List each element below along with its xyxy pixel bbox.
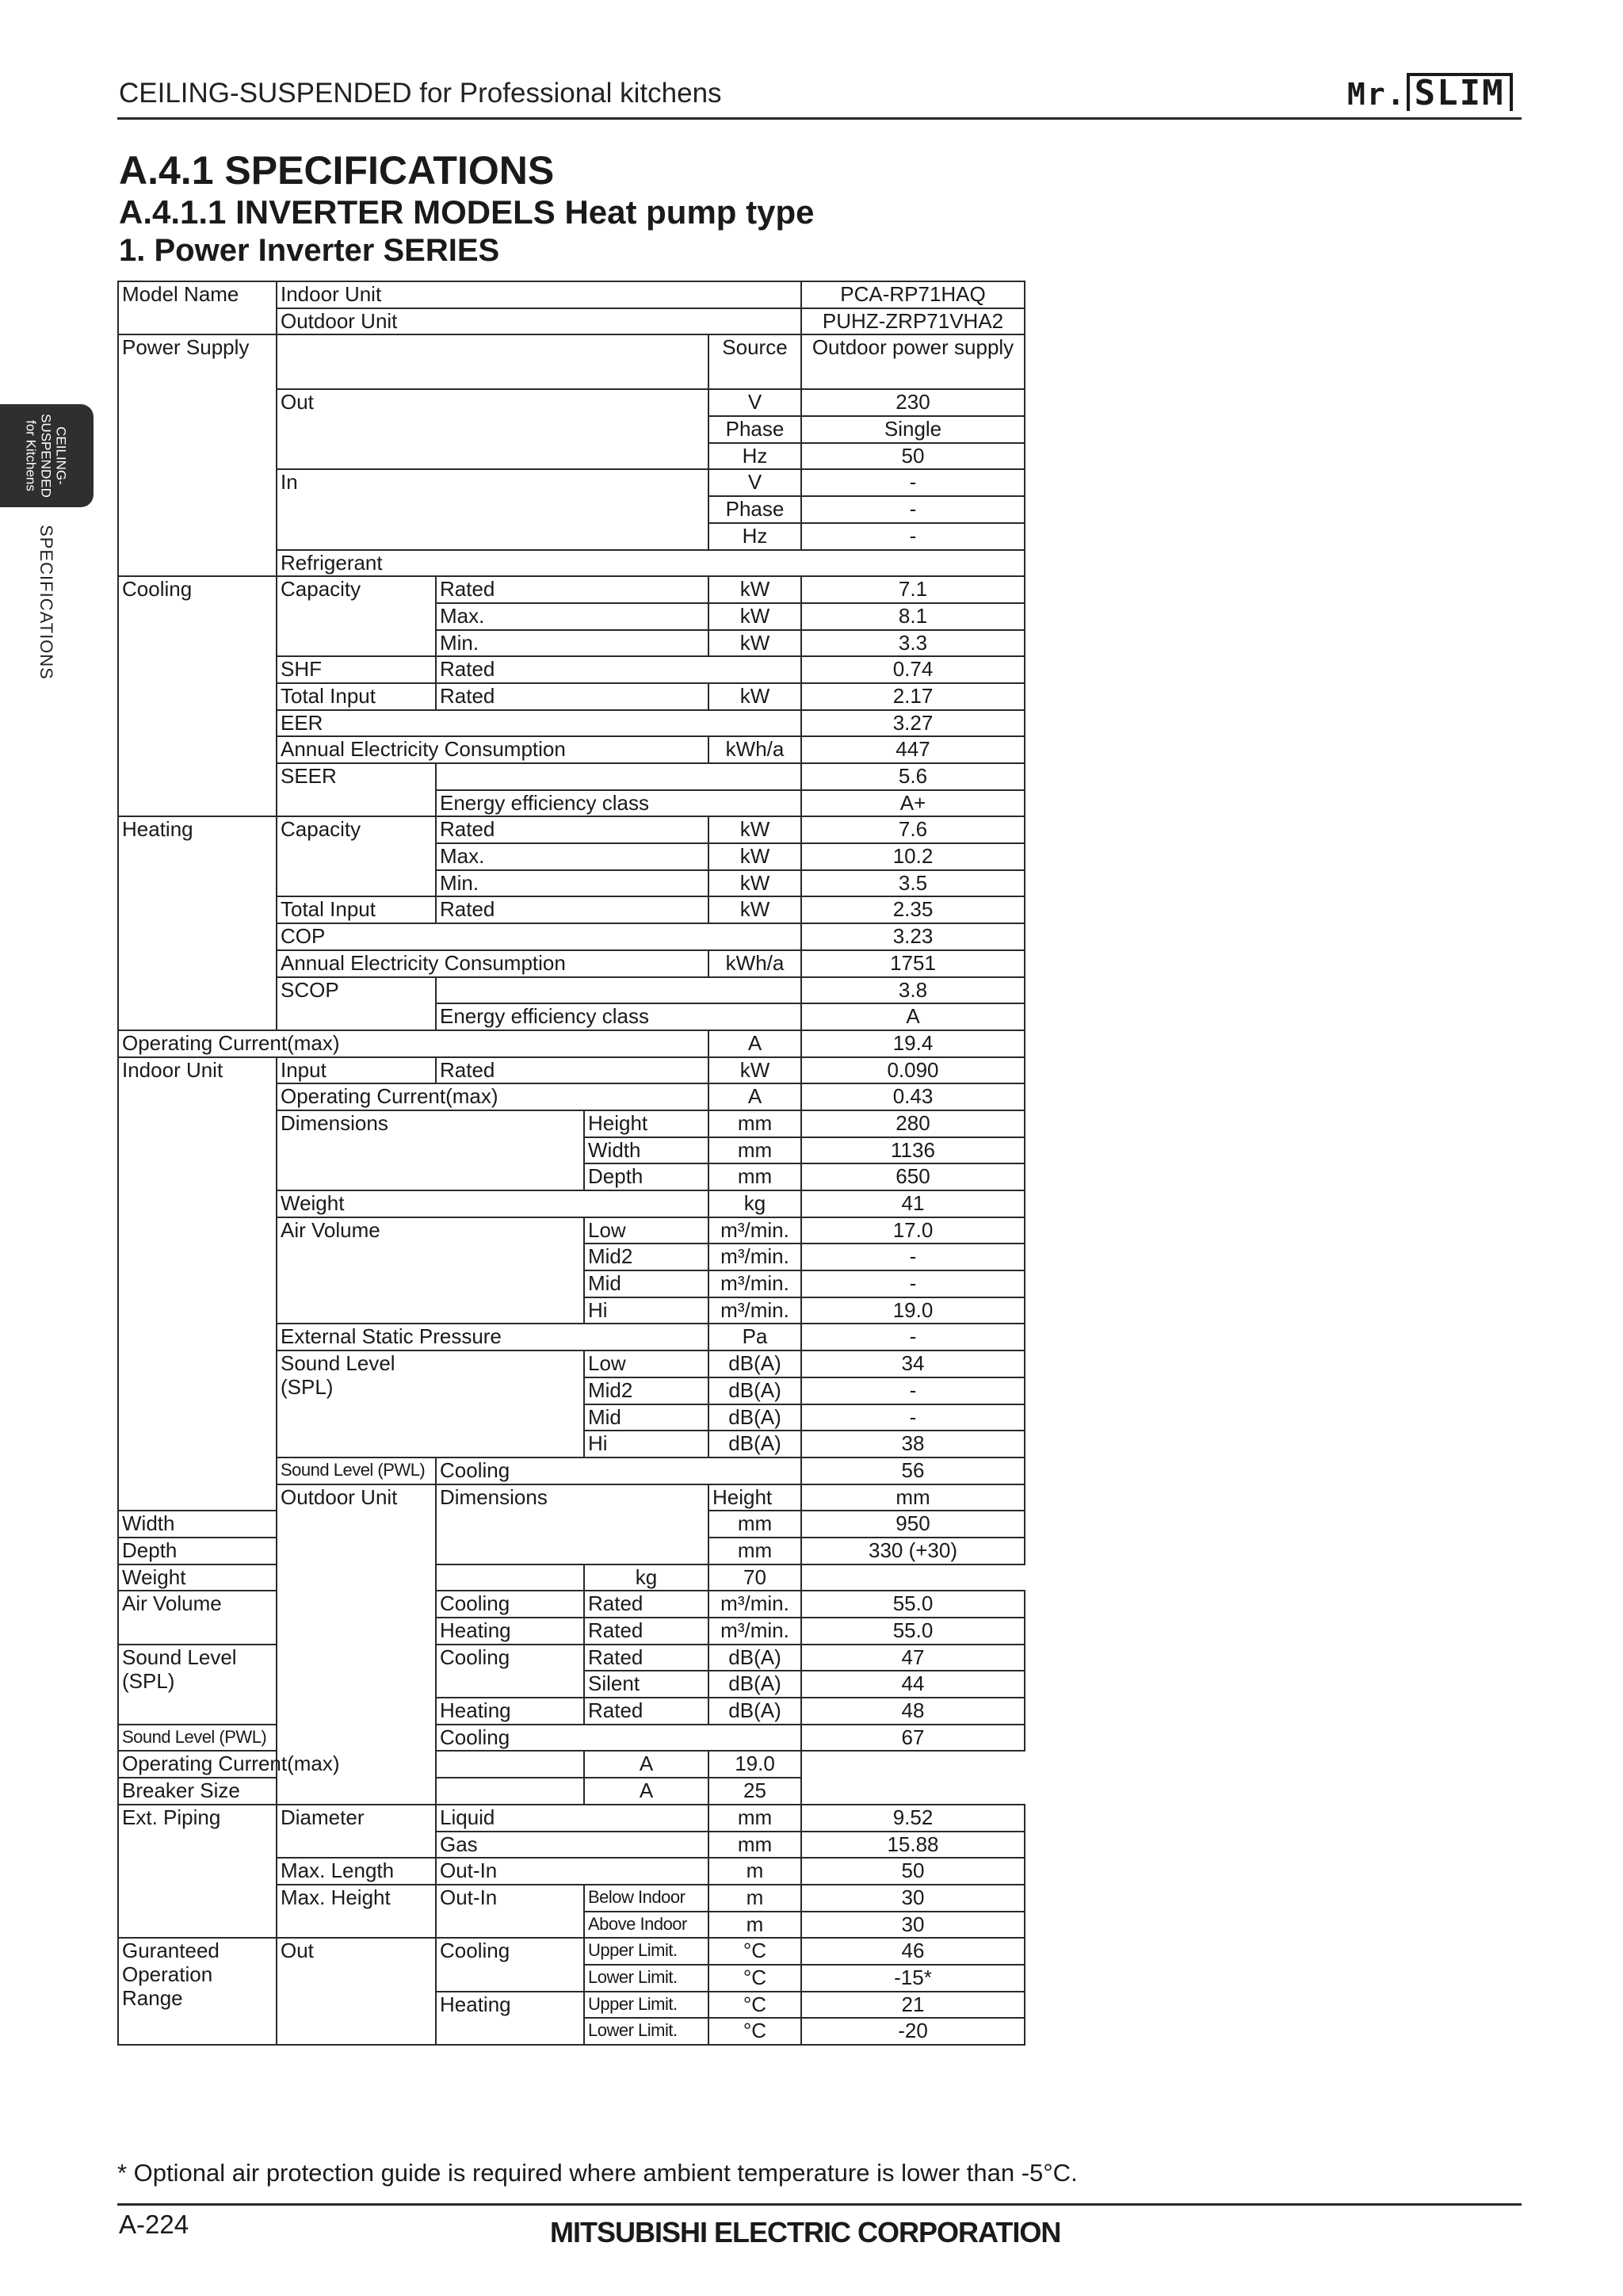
label-cell: Rated [436, 816, 708, 843]
unit-cell: m [708, 1858, 801, 1885]
label-cell: Weight [118, 1564, 584, 1591]
value-cell: - [801, 496, 1025, 523]
unit-cell: A [584, 1778, 708, 1805]
label-cell: Ext. Piping [118, 1805, 277, 1938]
heading-series: 1. Power Inverter SERIES [119, 233, 500, 268]
value-cell: 330 (+30) [801, 1538, 1025, 1564]
label-cell: Mid2 [584, 1244, 708, 1270]
value-cell: 1136 [801, 1137, 1025, 1164]
value-cell: - [801, 1377, 1025, 1404]
unit-cell: kW [708, 630, 801, 657]
value-cell: A [801, 1003, 1025, 1030]
side-tab-line: for Kitchens [23, 420, 39, 491]
label-cell: Rated [436, 896, 708, 923]
label-cell: Dimensions [277, 1110, 584, 1190]
value-cell: PUHZ-ZRP71VHA2 [801, 308, 1025, 335]
value-cell: 19.4 [801, 1030, 1025, 1057]
value-cell: 15.88 [801, 1832, 1025, 1859]
label-cell: Air Volume [277, 1217, 584, 1324]
unit-cell: kW [708, 683, 801, 710]
company-name: MITSUBISHI ELECTRIC CORPORATION [550, 2216, 1061, 2248]
label-cell: Guranteed Operation Range [118, 1938, 277, 2045]
value-cell: 447 [801, 736, 1025, 763]
label-cell: Rated [436, 576, 708, 603]
unit-cell: V [708, 389, 801, 416]
unit-cell: kW [708, 603, 801, 630]
label-cell: Hi [584, 1297, 708, 1324]
label-cell: Mid2 [584, 1377, 708, 1404]
table-row [118, 1057, 1025, 1084]
value-cell: 1751 [801, 950, 1025, 977]
page-number: A-224 [119, 2210, 189, 2239]
label-cell: Heating [118, 816, 277, 1030]
label-cell: Out [277, 389, 708, 469]
value-cell: 46 [801, 1938, 1025, 1965]
value-cell: 67 [801, 1725, 1025, 1752]
value-cell: Outdoor power supply [801, 334, 1025, 389]
unit-cell: m [708, 1912, 801, 1939]
label-cell: Depth [118, 1538, 277, 1564]
table-row [118, 1645, 1025, 1671]
unit-cell: dB(A) [708, 1404, 801, 1431]
label-cell: Weight [277, 1190, 708, 1217]
unit-cell: m [708, 1885, 801, 1912]
label-cell: Cooling [436, 1457, 801, 1484]
value-cell: - [801, 469, 1025, 496]
unit-cell: kWh/a [708, 950, 801, 977]
label-cell [118, 1645, 277, 1725]
label-cell: Max. Length [277, 1858, 436, 1885]
table-row [118, 1938, 1025, 1965]
label-cell: Upper Limit. [584, 1992, 708, 2019]
value-cell: 230 [801, 389, 1025, 416]
unit-cell: kW [708, 843, 801, 870]
table-row [118, 1030, 1025, 1057]
value-cell: 3.3 [801, 630, 1025, 657]
label-cell: Width [118, 1511, 277, 1538]
value-cell: 19.0 [801, 1297, 1025, 1324]
label-cell: Silent [584, 1671, 708, 1698]
label-cell: Sound Level (PWL) [118, 1725, 277, 1752]
value-cell: 950 [801, 1511, 1025, 1538]
label-cell: SCOP [277, 977, 436, 1030]
value-cell: 34 [801, 1350, 1025, 1377]
label-cell: Depth [584, 1163, 708, 1190]
unit-cell: mm [708, 1511, 801, 1538]
value-cell: 38 [801, 1431, 1025, 1457]
mr-slim-logo [1347, 73, 1513, 113]
unit-cell: A [584, 1751, 708, 1778]
spl-label: (SPL) [281, 1375, 334, 1400]
unit-cell: kW [708, 816, 801, 843]
value-cell: 50 [801, 1858, 1025, 1885]
label-cell: Width [584, 1137, 708, 1164]
value-cell: 30 [801, 1885, 1025, 1912]
label-cell: Input [277, 1057, 436, 1084]
label-cell: Annual Electricity Consumption [277, 950, 708, 977]
side-tab-line: CEILING- [53, 426, 69, 485]
label-cell: SEER [277, 763, 436, 816]
unit-cell: m³/min. [708, 1244, 801, 1270]
value-cell: 3.27 [801, 710, 1025, 737]
label-cell: Height [584, 1110, 708, 1137]
unit-cell: Source [708, 334, 801, 389]
heading-inverter-models: A.4.1.1 INVERTER MODELS Heat pump type [119, 193, 815, 231]
unit-cell: Phase [708, 416, 801, 443]
label-cell: Cooling [436, 1725, 801, 1752]
label-cell: Out-In [436, 1885, 584, 1938]
blank-cell [436, 977, 801, 1004]
value-cell: 0.090 [801, 1057, 1025, 1084]
label-cell: Min. [436, 870, 708, 897]
value-cell: 3.23 [801, 923, 1025, 950]
unit-cell: dB(A) [708, 1431, 801, 1457]
value-cell: 280 [801, 1110, 1025, 1137]
unit-cell: kg [708, 1190, 801, 1217]
value-cell: -15* [801, 1965, 1025, 1992]
side-tab-line: SUSPENDED [38, 414, 54, 498]
value-cell: 56 [801, 1457, 1025, 1484]
value-cell: 8.1 [801, 603, 1025, 630]
label-cell: Min. [436, 630, 708, 657]
label-cell: Out [277, 1938, 436, 2045]
value-cell: 17.0 [801, 1217, 1025, 1244]
table-row [118, 334, 1025, 389]
label-cell: Upper Limit. [584, 1938, 708, 1965]
value-cell: 47 [801, 1645, 1025, 1671]
label-cell: Indoor Unit [118, 1057, 277, 1511]
side-tab-label [24, 414, 69, 498]
value-cell: 3.8 [801, 977, 1025, 1004]
value-cell: 3.5 [801, 870, 1025, 897]
unit-cell: °C [708, 1938, 801, 1965]
label-cell: Rated [584, 1645, 708, 1671]
label-cell: Dimensions [436, 1484, 708, 1564]
value-cell: 48 [801, 1698, 1025, 1725]
label-cell: Annual Electricity Consumption [277, 736, 708, 763]
unit-cell: mm [708, 1110, 801, 1137]
value-cell: 5.6 [801, 763, 1025, 790]
label-cell: Rated [436, 1057, 708, 1084]
unit-cell: Pa [708, 1324, 801, 1350]
table-row [118, 1564, 1025, 1591]
label-cell: Max. Height [277, 1885, 436, 1938]
value-cell: 30 [801, 1912, 1025, 1939]
value-cell: 55.0 [801, 1591, 1025, 1618]
unit-cell: Phase [708, 496, 801, 523]
spec-table [117, 281, 1025, 2046]
value-cell: - [801, 1270, 1025, 1297]
value-cell: PCA-RP71HAQ [801, 281, 1025, 308]
value-cell: 2.17 [801, 683, 1025, 710]
label-cell: Rated [584, 1591, 708, 1618]
footer-rule [117, 2203, 1522, 2206]
label-cell: Low [584, 1217, 708, 1244]
unit-cell: A [708, 1030, 801, 1057]
table-row [118, 1591, 1025, 1618]
unit-cell: m³/min. [708, 1591, 801, 1618]
label-cell: Energy efficiency class [436, 790, 801, 817]
table-row [118, 1805, 1025, 1832]
label-cell: Liquid [436, 1805, 708, 1832]
footnote: * Optional air protection guide is required where ambient temperature is lower than -5°C. [117, 2159, 1078, 2187]
label-cell: Mid [584, 1270, 708, 1297]
value-cell: 19.0 [708, 1751, 801, 1778]
unit-cell: V [708, 469, 801, 496]
heading-specifications: A.4.1 SPECIFICATIONS [119, 148, 555, 193]
label-cell: Lower Limit. [584, 1965, 708, 1992]
label-cell: Outdoor Unit [277, 1484, 436, 1805]
value-cell: 7.6 [801, 816, 1025, 843]
table-row [118, 1725, 1025, 1752]
value-cell: 0.43 [801, 1083, 1025, 1110]
unit-cell: Hz [708, 523, 801, 550]
value-cell: - [801, 1324, 1025, 1350]
unit-cell: Hz [708, 443, 801, 470]
label-cell: Diameter [277, 1805, 436, 1858]
value-cell: - [801, 523, 1025, 550]
value-cell: 2.35 [801, 896, 1025, 923]
label-cell: Cooling [118, 576, 277, 816]
label-cell: Cooling [436, 1591, 584, 1618]
blank-cell [277, 334, 708, 389]
unit-cell: kW [708, 1057, 801, 1084]
unit-cell: mm [708, 1805, 801, 1832]
label-cell: Capacity [277, 816, 436, 896]
label-cell: Above Indoor [584, 1912, 708, 1939]
label-cell: Heating [436, 1992, 584, 2045]
value-cell: - [801, 1244, 1025, 1270]
unit-cell: dB(A) [708, 1671, 801, 1698]
unit-cell: °C [708, 1992, 801, 2019]
label-cell: Max. [436, 843, 708, 870]
unit-cell: dB(A) [708, 1350, 801, 1377]
value-cell: 650 [801, 1163, 1025, 1190]
unit-cell: mm [708, 1163, 801, 1190]
label-cell: Breaker Size [118, 1778, 584, 1805]
label-cell: Indoor Unit [277, 281, 801, 308]
unit-cell: m³/min. [708, 1270, 801, 1297]
table-row [118, 281, 1025, 308]
label-cell: Capacity [277, 576, 436, 656]
label-cell: COP [277, 923, 801, 950]
unit-cell: m³/min. [708, 1618, 801, 1645]
unit-cell: kW [708, 576, 801, 603]
unit-cell: dB(A) [708, 1377, 801, 1404]
label-cell: Heating [436, 1698, 584, 1725]
label-cell: EER [277, 710, 801, 737]
label-cell: Hi [584, 1431, 708, 1457]
label-cell: Sound Level (PWL) [277, 1457, 436, 1484]
logo-mr: Mr. [1347, 77, 1407, 112]
sound-level-label: Sound Level [281, 1351, 395, 1376]
unit-cell: kW [708, 870, 801, 897]
label-cell: Outdoor Unit [277, 308, 801, 335]
table-row [118, 816, 1025, 843]
label-cell: Refrigerant [277, 550, 1025, 577]
unit-cell: kW [708, 896, 801, 923]
label-cell: Max. [436, 603, 708, 630]
label-cell: Operating Current(max) [277, 1083, 708, 1110]
label-cell: Mid [584, 1404, 708, 1431]
label-cell: Cooling [436, 1645, 584, 1698]
value-cell: 9.52 [801, 1805, 1025, 1832]
value-cell: Single [801, 416, 1025, 443]
label-cell: Cooling [436, 1938, 584, 1991]
value-cell: 10.2 [801, 843, 1025, 870]
label-cell: Low [584, 1350, 708, 1377]
value-cell: 44 [801, 1671, 1025, 1698]
value-cell: 21 [801, 1992, 1025, 2019]
unit-cell: °C [708, 2018, 801, 2045]
value-cell: 70 [708, 1564, 801, 1591]
label-cell: Rated [584, 1618, 708, 1645]
label-cell: Rated [436, 683, 708, 710]
unit-cell: mm [708, 1832, 801, 1859]
unit-cell: m³/min. [708, 1217, 801, 1244]
label-cell: Total Input [277, 683, 436, 710]
label-cell: Below Indoor [584, 1885, 708, 1912]
blank-cell [436, 763, 801, 790]
side-section-label: SPECIFICATIONS [36, 525, 56, 680]
label-cell: Gas [436, 1832, 708, 1859]
label-cell: Heating [436, 1618, 584, 1645]
table-row [118, 576, 1025, 603]
label-cell: Out-In [436, 1858, 708, 1885]
value-cell: A+ [801, 790, 1025, 817]
label-cell: Rated [584, 1698, 708, 1725]
unit-cell: dB(A) [708, 1645, 801, 1671]
sound-level-label: Sound Level [122, 1645, 237, 1669]
value-cell: 55.0 [801, 1618, 1025, 1645]
header-rule [117, 117, 1522, 120]
value-cell: 7.1 [801, 576, 1025, 603]
label-cell: SHF [277, 656, 436, 683]
unit-cell: kWh/a [708, 736, 801, 763]
label-cell: Model Name [118, 281, 277, 334]
unit-cell: A [708, 1083, 801, 1110]
label-cell: Rated [436, 656, 801, 683]
unit-cell: mm [708, 1538, 801, 1564]
label-cell: Air Volume [118, 1591, 277, 1644]
label-cell: Height [708, 1484, 801, 1511]
table-row [118, 1778, 1025, 1805]
unit-cell: °C [708, 1965, 801, 1992]
value-cell: 0.74 [801, 656, 1025, 683]
value-cell: 50 [801, 443, 1025, 470]
unit-cell: mm [708, 1137, 801, 1164]
value-cell: 41 [801, 1190, 1025, 1217]
label-cell: Operating Current(max) [118, 1030, 708, 1057]
table-row [118, 1751, 1025, 1778]
logo-slim: SLIM [1407, 73, 1513, 111]
value-cell: - [801, 1404, 1025, 1431]
label-cell [277, 1350, 584, 1457]
unit-cell: mm [801, 1484, 1025, 1511]
label-cell: In [277, 469, 708, 549]
label-cell: Operating Current(max) [118, 1751, 584, 1778]
label-cell: Total Input [277, 896, 436, 923]
unit-cell: m³/min. [708, 1297, 801, 1324]
value-cell: -20 [801, 2018, 1025, 2045]
label-cell: Power Supply [118, 334, 277, 576]
spl-label: (SPL) [122, 1668, 175, 1693]
unit-cell: kg [584, 1564, 708, 1591]
label-cell: External Static Pressure [277, 1324, 708, 1350]
label-cell: Energy efficiency class [436, 1003, 801, 1030]
label-cell: Lower Limit. [584, 2018, 708, 2045]
header-title: CEILING-SUSPENDED for Professional kitchens [119, 78, 722, 109]
value-cell: 25 [708, 1778, 801, 1805]
unit-cell: dB(A) [708, 1698, 801, 1725]
